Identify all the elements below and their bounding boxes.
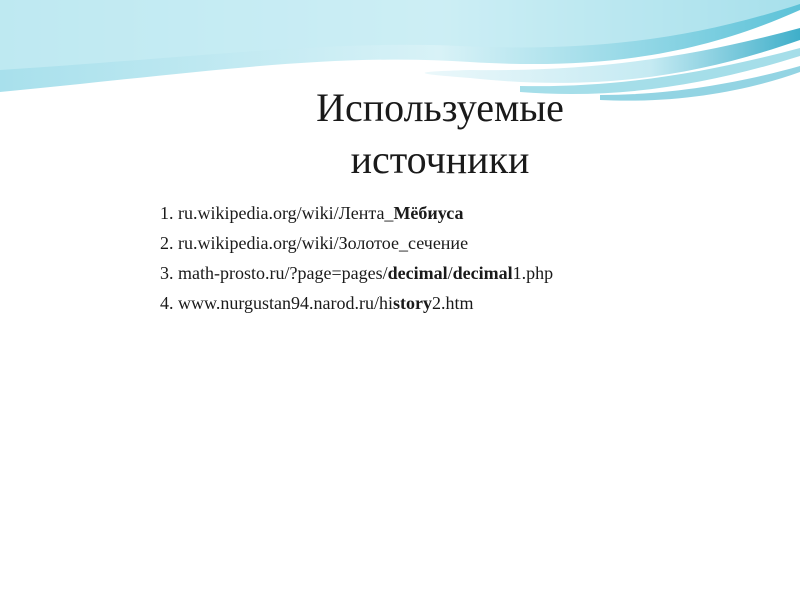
source-item: 2. ru.wikipedia.org/wiki/Золотое_сечение — [160, 233, 469, 253]
source-link[interactable]: math-prosto.ru/?page=pages/decimal/decimal1.php — [178, 263, 554, 283]
source-link[interactable]: www.nurgustan94.narod.ru/history2.htm — [178, 293, 474, 313]
source-link[interactable]: ru.wikipedia.org/wiki/Золотое_сечение — [178, 233, 469, 253]
title-line-1: Используемые — [316, 85, 564, 130]
slide-title — [230, 82, 650, 186]
title-line-2: источники — [350, 137, 530, 182]
source-item: 4. www.nurgustan94.narod.ru/history2.htm — [160, 293, 474, 313]
source-link[interactable]: ru.wikipedia.org/wiki/Лента_Мёбиуса — [178, 203, 464, 223]
source-item: 1. ru.wikipedia.org/wiki/Лента_Мёбиуса — [160, 203, 464, 223]
source-item: 3. math-prosto.ru/?page=pages/decimal/decimal1.php — [160, 263, 554, 283]
sources-list — [160, 198, 553, 318]
